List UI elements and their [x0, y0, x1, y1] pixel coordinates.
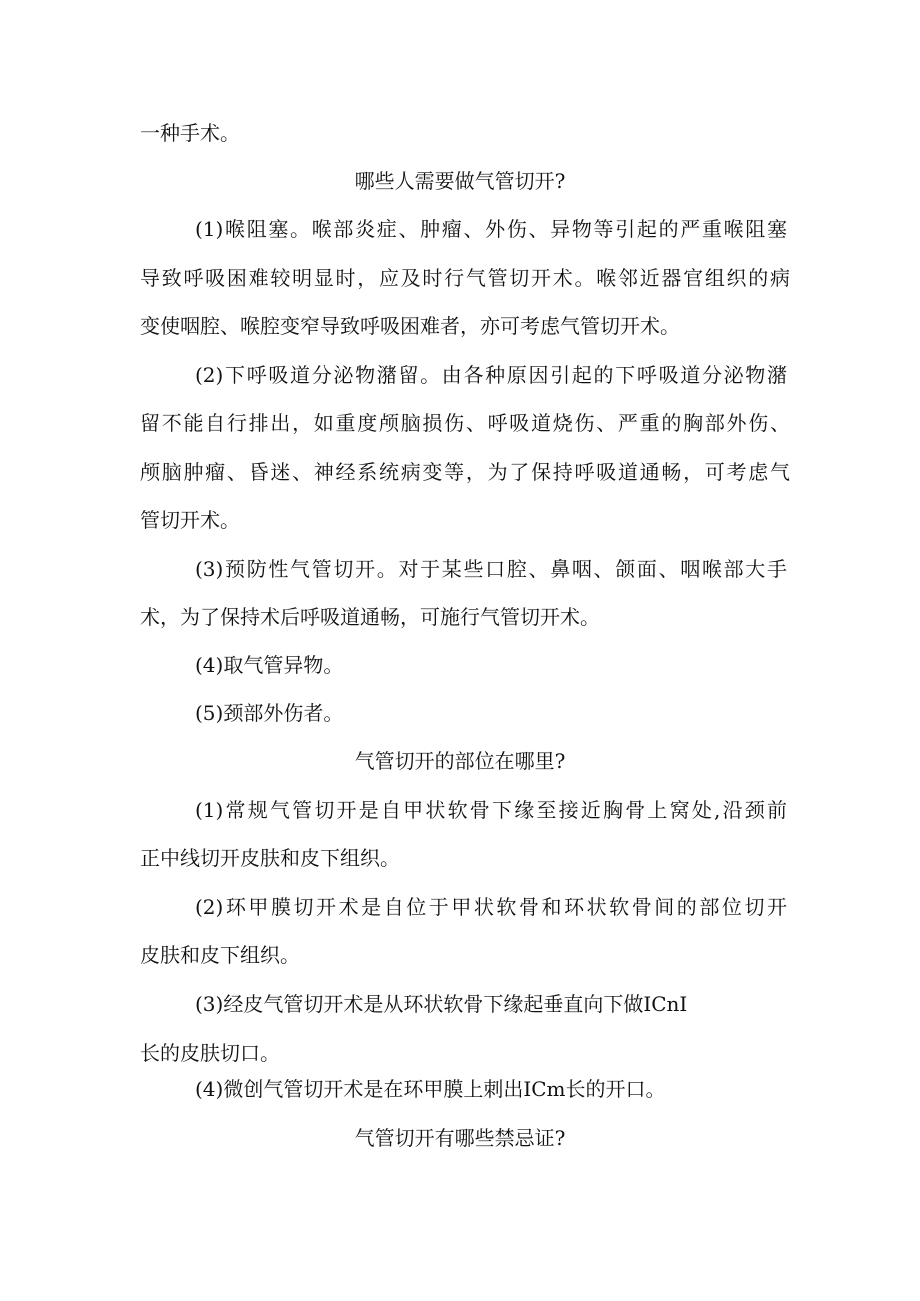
- text-line: 导致呼吸困难较明显时，应及时行气管切开术。喉邻近器官组织的病: [140, 266, 790, 290]
- section-heading: 气管切开的部位在哪里?: [354, 749, 566, 773]
- text-line: 留不能自行排出，如重度颅脑损伤、呼吸道烧伤、严重的胸部外伤、: [140, 411, 790, 435]
- text-line: (1)喉阻塞。喉部炎症、肿瘤、外伤、异物等引起的严重喉阻塞: [195, 217, 787, 241]
- text-line: 长的皮肤切口。: [140, 1041, 280, 1065]
- text-line: 颅脑肿瘤、昏迷、神经系统病变等，为了保持呼吸道通畅，可考虑气: [140, 460, 790, 484]
- text-line: (5)颈部外伤者。: [195, 701, 344, 725]
- text-line: 变使咽腔、喉腔变窄导致呼吸困难者，亦可考虑气管切开术。: [140, 314, 680, 338]
- text-line: (3)预防性气管切开。对于某些口腔、鼻咽、颌面、咽喉部大手: [195, 557, 787, 581]
- text-line: (2)下呼吸道分泌物潴留。由各种原因引起的下呼吸道分泌物潴: [195, 363, 787, 387]
- text-line: (2)环甲膜切开术是自位于甲状软骨和环状软骨间的部位切开: [195, 895, 787, 919]
- text-line: (4)微创气管切开术是在环甲膜上刺出ICm长的开口。: [195, 1077, 666, 1101]
- text-line: (3)经皮气管切开术是从环状软骨下缘起垂直向下做ICnI: [195, 992, 688, 1016]
- text-line: 术，为了保持术后呼吸道通畅，可施行气管切开术。: [140, 605, 600, 629]
- section-heading: 气管切开有哪些禁忌证?: [354, 1126, 566, 1150]
- text-line: 正中线切开皮肤和皮下组织。: [140, 846, 400, 870]
- text-line: (1)常规气管切开是自甲状软骨下缘至接近胸骨上窝处,沿颈前: [195, 798, 787, 822]
- text-line: 一种手术。: [140, 121, 240, 145]
- text-line: 皮肤和皮下组织。: [140, 943, 300, 967]
- text-line: (4)取气管异物。: [195, 653, 344, 677]
- section-heading: 哪些人需要做气管切开?: [354, 169, 566, 193]
- text-line: 管切开术。: [140, 508, 240, 532]
